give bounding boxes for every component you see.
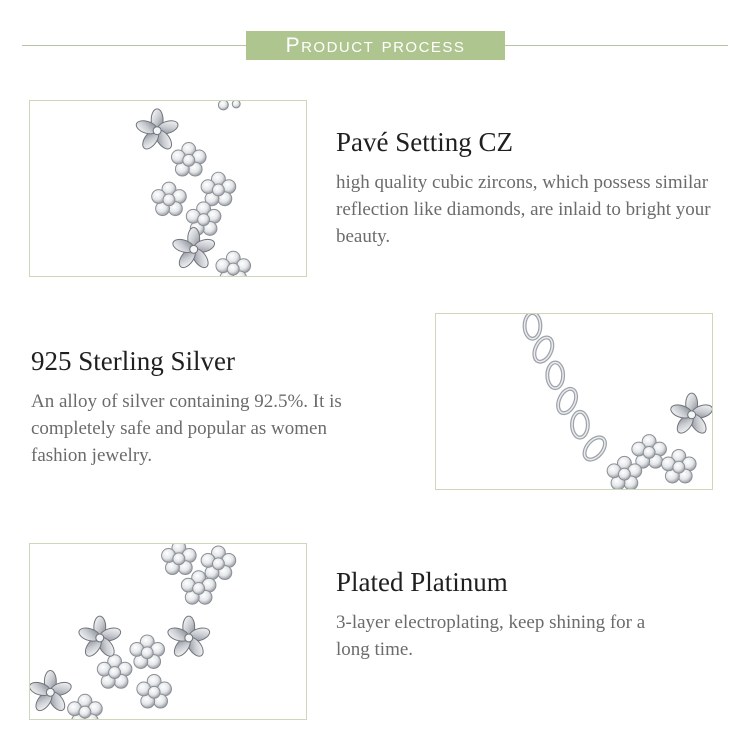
product-photo-sterling-silver (435, 313, 713, 490)
feature-title-pave-setting: Pavé Setting CZ (336, 127, 513, 157)
section-header-banner (246, 31, 505, 60)
feature-description-sterling-silver: An alloy of silver containing 92.5%. It is completely safe and popular as women fashion jewelry. (31, 391, 342, 466)
feature-description-pave-setting: high quality cubic zircons, which possess similar reflection like diamonds, are inlaid to bright your beauty. (336, 172, 711, 247)
product-photo-plated-platinum (29, 543, 307, 720)
chain-link-closeup-icon (436, 314, 712, 489)
product-photo-pave-setting (29, 100, 307, 277)
section-header-title: Product process (285, 33, 466, 57)
flower-bracelet-closeup-icon (30, 101, 306, 276)
header-rule-left (22, 45, 246, 46)
feature-title-plated-platinum: Plated Platinum (336, 567, 508, 597)
feature-description-plated-platinum: 3-layer electroplating, keep shining for a long time. (336, 612, 646, 660)
header-rule-right (505, 45, 728, 46)
flower-cluster-closeup-icon (30, 544, 306, 719)
feature-title-sterling-silver: 925 Sterling Silver (31, 346, 235, 376)
